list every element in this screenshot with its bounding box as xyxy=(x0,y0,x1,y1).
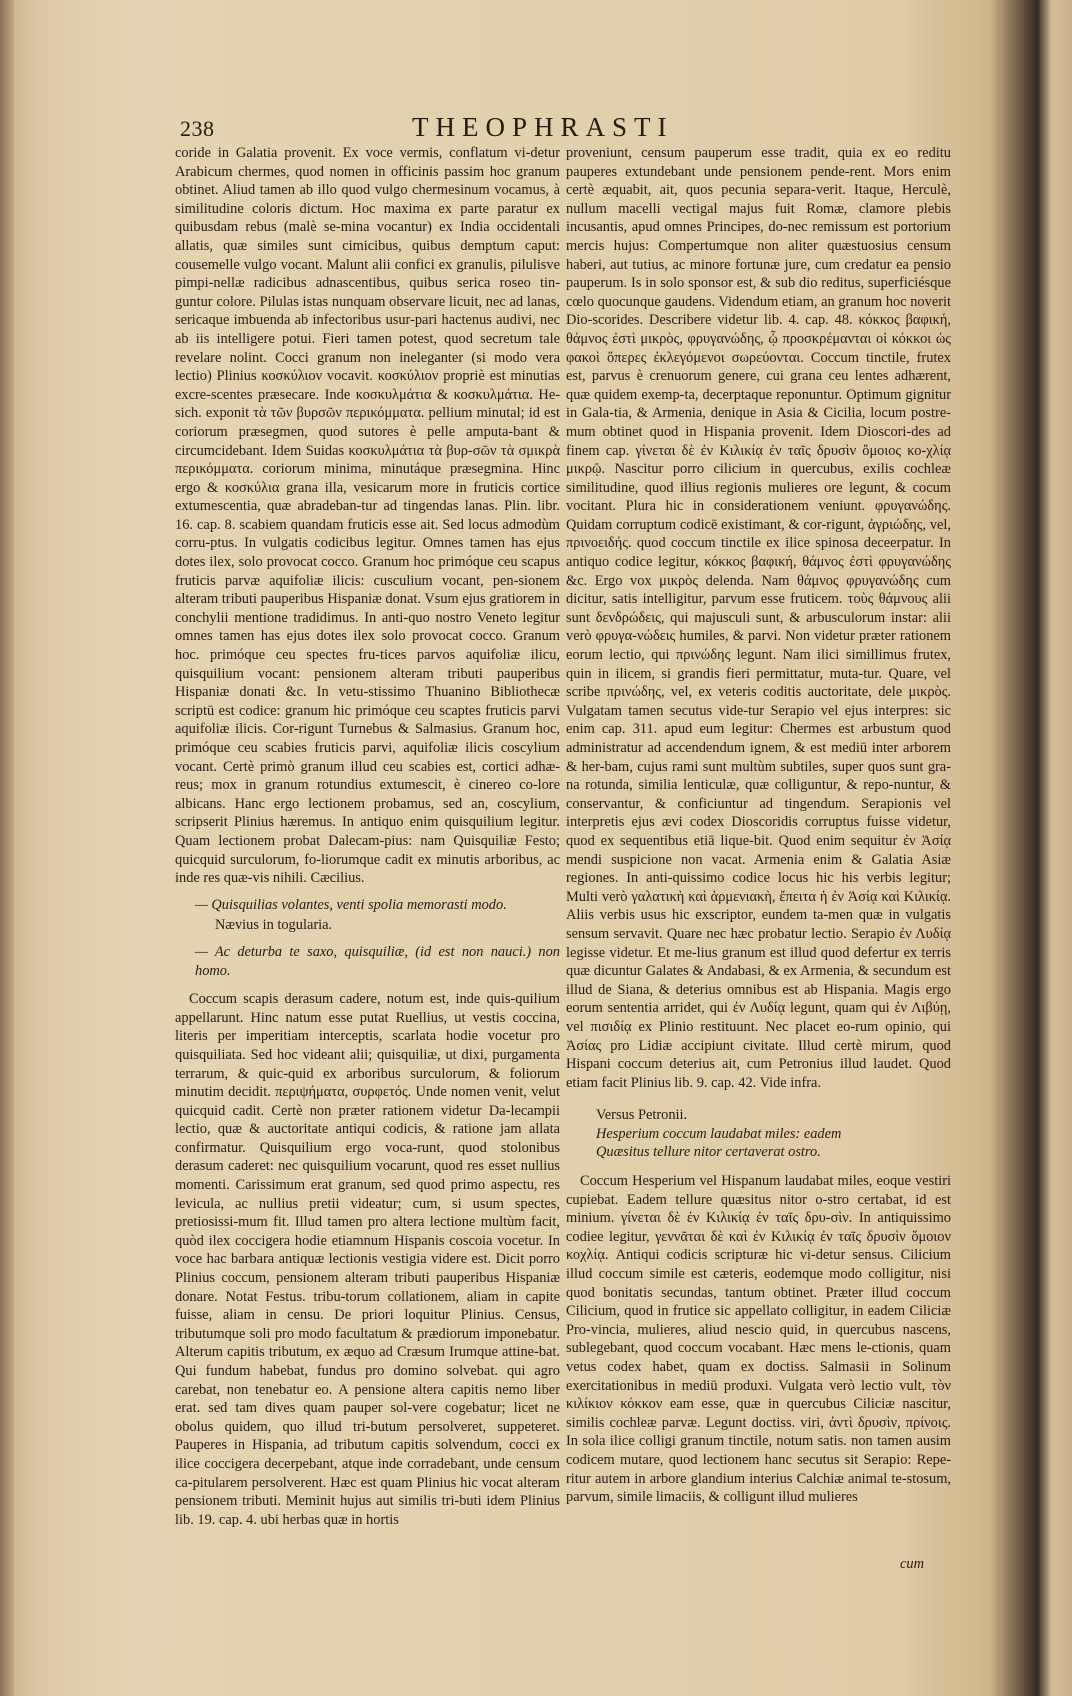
catchword: cum xyxy=(900,1556,924,1572)
page-gutter-shadow xyxy=(0,0,14,1696)
left-paragraph-2: Coccum scapis derasum cadere, notum est, inde quis-quilium appellarunt. Hinc natum esse putat Ruellius, ut vestis coccina, literis per imperitiam interceptis, scarlata hodie vocetur pro quisquiliata. Sed hoc videant alii; quisquiliæ, ut dixi, purgamenta terrarum, & quic-quid ex arboribus surculorum, & foliorum minutim decidit. περιψήματα, συρφετός. Unde nomen venit, velut quicquid cadit. Certè non præter rationem videtur Da-lecampii lectio, quæ & auctoritate antiqui codicis, & ratione jam allata confirmatur. Quisquilium ergo voca-runt, quod stolonibus derasum caderet: nec quisquilium vocarunt, quod res esset nullius momenti. Carissimum erat granum, sed quod primo aspectu, res levicula, ac nullius pretii videatur; cum, si usum spectes, pretiosissi-mum fit. Illud tamen pro altera lectione multùm facit, quòd ilex coccigera hodie etiamnum Hispanis coscoia vocetur. In voce hac barbara antiquæ lectionis vestigia videre est. Dicit porro Plinius coccum, pensionem alteram tributi pauperibus Hispaniæ donare. Notat Festus. tribu-torum collationem, aliam in capite fuisse, aliam in censu. De priori loquitur Plinius. Census, tributumque soli pro modo facultatum & prædiorum imponebatur. Alterum capitis tributum, ex æquo ad Cræsum Irumque attine-bat. Qui fundum habebat, fundus pro domino solvebat. qui agro carebat, non tenebatur eo. A pensione altera capitis nemo liber erat. sed tam dives quam pauper sol-vere cogebatur; licet ne obolus quidem, quo illud tri-butum persolveret, suppeteret. Pauperes in Hispania, ad tributum capitis solvendum, cocci ex ilice coccigera decerpebant, atque inde corradebant, unde censum ca-pitularem persolverent. Hæc est quam Plinius hic vocat alteram pensionem tributi. Meminit hujus aut similis tri-buti idem Plinius lib. 19. cap. 4. ubi herbas quæ in hortis xyxy=(175,991,560,1528)
verse-line-1: Hesperium coccum laudabat miles: eadem xyxy=(596,1125,842,1142)
adjacent-page-edge xyxy=(1038,0,1072,1696)
left-quote-caecilius: — Quisquilias volantes, venti spolia memorasti modo. xyxy=(195,896,507,913)
left-paragraph-1: coride in Galatia provenit. Ex voce vermis, conflatum vi-detur Arabicum chermes, quod nomen in officinis passim hoc granum obtinet. Aliud tamen ab illo quod vulgo chermesinum vocamus, à similitudine coloris dictum. Hoc maxima ex parte paratur ex quibusdam rebus (malè se-mina vocantur) ex India occidentali allatis, quæ similes sunt cimicibus, quibus demptum caput: cousemelle vulgo vocant. Malunt alii confici ex granulis, pilulisve pimpi-nellæ radicibus adnascentibus, quibus serica roseo tin-guntur colore. Pilulas istas nunquam observare licuit, nec ad lanas, sericaque imbuenda ab infectoribus usur-pari hactenus audivi, nec ab iis intelligere potui. Fieri tamen potest, quod secretum tale revelare nolint. Cocci granum non ineleganter (si modo vera lectio) Plinius κοσκύλιον vocavit. κοσκύλιον propriè est minutias excre-scentes præsecare. Inde κοσκυλμάτια & κοσκυλμάτια. He-sich. exponit τὰ τῶν βυρσῶν περικόμματα. pellium minutal; id est coriorum præsegmen, quod sutores è pelle amputa-bant & circumcidebant. Idem Suidas κοσκυλμάτια τὰ βυρ-σῶν τὰ σμικρὰ περικόμματα. coriorum minima, minutáque præsegmina. Hinc ergo & κοσκύλια grana illa, vesicarum more in fruticis cortice extumescentia, quæ abradeban-tur ad tingendas lanas. Plin. libr. 16. cap. 8. scabiem quandam fruticis esse ait. Sed locus admodùm corru-ptus. In vulgatis codicibus legitur. Omnes tamen has ejus dotes ilex, solo provocat cocco. Granum hoc primóque ceu scapus fruticis parvæ aquifoliæ ilicis: cusculium vocant, pen-sionem alteram tributi pauperibus Hispaniæ donat. Vsum ejus gratiorem in conchylii mentione tradidimus. In anti-quo nostro Veneto legitur omnes tamen has ejus dotes ilex solo provocat cocco. Granum hoc. primóque ceu spectes fru-tices parvos aquifoliæ ilicu, quisquilium vocant: pensionem alteram tributi pauperibus Hispaniæ donati &c. In vetu-stissimo Thuanino Bibliothecæ scriptū est codice: granum hic primóque ceu scaptes fruticis parvi aquifoliæ ilicis. Cor-rigunt Turnebus & Salmasius. Granum hoc, primóque ceu scabies fruticis parvi, aquifoliæ ilicis coscylium vocant. Certè primò granum illud ceu scabies est, cortici adhæ-reus; mox in granum rotundius extumescit, è cinereo co-lore albicans. Hanc ergo lectionem probamus, sed an, coscylium, scripserit Plinius hæremus. In antiquo enim quisquilium legitur. Quam lectionem probat Dalecam-pius: nam Quisquiliæ Festo; quicquid surculorum, fo-liorumque cadit ex minutis arboribus, ac inde res quæ-vis nihili. Cæcilius. xyxy=(175,145,560,887)
running-head: THEOPHRASTI xyxy=(412,112,674,142)
verse-line-2: Quæsitus tellure nitor certaverat ostro. xyxy=(596,1144,821,1161)
left-column xyxy=(175,144,560,1574)
left-quote-source: Nævius in togularia. xyxy=(215,917,333,934)
right-paragraph-2: Coccum Hesperium vel Hispanum laudabat miles, eoque vestiri cupiebat. Eadem tellure quæsitus nitor o-stro certabat, id est minium. γίνεται δὲ ἐν Κιλικίᾳ ἐν ταῖς δρυ-σὶν. In antiquissimo codiee legitur, γεννᾶται δὲ καὶ ἐν Κιλικίᾳ ἐν ταῖς δρυσὶν ὅμοιον κοχλίᾳ. Antiqui codicis scripturæ hic vi-detur sensus. Cilicium illud coccum simile est cæteris, eodemque modo colligitur, nisi quod bonitatis secundas, tantum obtinet. Præter illud coccum Cilicium, quod in frutice sic appellato colligitur, in eadem Ciliciæ Pro-vincia, mulieres, aliud nescio quid, in quercubus nascens, sublegebant, quod coccum vocabant. Hæc mens le-ctionis, quam vetus codex habet, quam ex doctiss. Salmasii in Solinum exercitationibus in mediū produxi. Vulgata verò lectio vult, τὸν κιλίκιον κόκκον eam esse, quæ in quercubus Ciliciæ nascitur, similis cochleæ parvæ. Legunt doctiss. viri, ἀντὶ δρυσὶν, πρίνοις. In sola ilice colligi granum tinctile, notum satis. non tamen ausim codicem mutare, quod lectionem hanc secutus sit Serapio: Repe-ritur autem in arbore glandium interius Calchiæ animal te-stosum, parvum, simile limaciis, & colligunt illud mulieres xyxy=(566,1173,951,1506)
right-paragraph-1: proveniunt, censum pauperum esse tradit, quia ex eo reditu pauperes extundebant unde pensionem pende-rent. Mors enim certè æquabit, ait, quos pecunia separa-verit. Itaque, Herculè, nullum macelli vectigal majus fuit Romæ, clamore plebis incusantis, apud omnes Principes, do-nec remissum est portorium mercis hujus: Compertumque non aliter quæstuosius censum haberi, aut tutius, ac minore fortunæ jure, cum credatur ea pensio pauperum. Is in solo sponsor est, & sub dio reditus, superficiésque cœlo quocunque gaudens. Videndum etiam, an granum hoc noverit Dio-scorides. Describere videtur lib. 4. cap. 48. κόκκος βαφική, θάμνος ἐστὶ μικρὸς, φρυγανώδης, ᾧ προσκρέμανται οἱ κόκκοι ὡς φακοὶ ὅπερες ἐκλεγόμενοι σωρεύονται. Coccum tinctile, frutex est, parvus è crenuorum genere, cui grana ceu lentes adhærent, quæ quidem exemp-ta, decerptaque reponuntur. Optimum gignitur in Gala-tia, & Armenia, denique in Asia & Cicilia, locum postre-mum obtinet quod in Hispania provenit. Idem Dioscori-des ad finem cap. γίνεται δὲ ἐν Κιλικίᾳ ἐν ταῖς δρυσὶν ὅμοιος κο-χλίᾳ μικρῷ. Nascitur porro cilicium in quercubus, exilis cochleæ similitudine, quod illius regionis mulieres ore legunt, & cocum vocitant. Plura hic in considerationem veniunt. φρυγανώδης. Quidam corruptum codicē existimant, & cor-rigunt, ἀγριώδης, vel, πρινοειδής. quod coccum tinctile ex ilice spinosa deceerpatur. In antiquo codice legitur, κόκκος βαφική, θάμνος ἐστὶ φρυγανώδης &c. Ergo vox μικρὸς delenda. Nam θάμνος φρυγανώδης cum dicitur, satis intelligitur, parvum esse fruticem. τοὺς θάμνους alii sunt δενδρώδεις, qui majusculi sunt, & arbusculorum instar: alii verò φρυγα-νώδεις humiles, & parvi. Non videtur præter rationem eorum lectio, qui πρινώδης legunt. Nam ilici simillimus frutex, quin in ilicem, si grandis fieri permittatur, muta-tur. Quare, vel scribe πρινώδης, vel, ex veteris coditis auctoritate, dele μικρὸς. Vulgatam tamen secutus vide-tur Serapio vel ejus interpres: sic enim cap. 311. apud eum legitur: Chermes est arbustum quod administratur ad accendendum ignem, & est mediū inter arborem & her-bam, cujus rami sunt multùm subtiles, super quos sunt gra-na rotunda, similia lenticulæ, quæ colliguntur, & repo-nuntur, & conservantur, & conficiuntur ad tingendum. Serapionis vel interpretis ejus ævi codex Dioscoridis corruptus fuisse videtur, quod ex sequentibus etiā lique-bit. Quod enim sequitur ἐν Ἀσίᾳ mendi suspicione non vacat. Armenia enim & Galatia Asiæ regiones. In anti-quissimo codice locus hic his verbis legitur; Multi verò γαλατικὴ καὶ ἀρμενιακὴ, ἔπειτα ἡ ἐν Ἀσίᾳ καὶ Κιλικίᾳ. Aliis verbis usus hic exscriptor, eundem ta-men quæ in vulgatis sensum servavit. Quare nec hæc probatur lectio. Serapio ἐν Λυδίᾳ legisse videtur. Et me-lius granum est illud quod defertur ex terris quæ dicuntur Galates & Andabasi, & ex Armenia, & secundum est illud de Siana, & deterius omnibus est ab Hispania. Magis ergo eorum sententia arridet, qui ἐν Λυδίᾳ legunt, quam qui ἐν Λιβύῃ, vel πισιδίᾳ ex Plinio restituunt. Nec placet eo-rum opinio, qui Ἀσίας pro Lidiæ accipiunt civitate. Illud certè mirum, quod Hispani coccum deterius ait, cum Petronius illud laudet. Quod etiam facit Plinius lib. 9. cap. 42. Vide infra. xyxy=(566,145,951,1091)
petronius-verse xyxy=(596,1106,951,1162)
page-number: 238 xyxy=(180,116,215,141)
verse-heading: Versus Petronii. xyxy=(596,1107,688,1124)
left-quote-naevius: — Ac deturba te saxo, quisquiliæ, (id est non nauci.) non homo. xyxy=(195,943,560,979)
right-column xyxy=(566,144,951,1556)
